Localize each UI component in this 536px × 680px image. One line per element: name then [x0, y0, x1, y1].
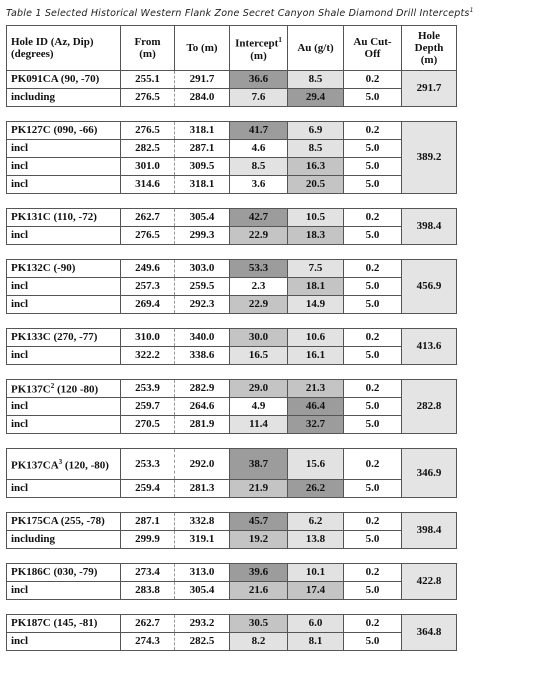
- from-cell: 299.9: [121, 531, 175, 549]
- hole-row: [7, 380, 529, 398]
- hole-id-cell: [7, 140, 121, 158]
- hole-id: PK127C (090, -66): [11, 124, 98, 136]
- to-cell: 340.0: [175, 329, 230, 347]
- to-cell: 313.0: [175, 564, 230, 582]
- header-intercept-label: Intercept: [235, 37, 279, 50]
- hole-id-cell: [7, 71, 121, 89]
- hole-id-cell: [7, 176, 121, 194]
- cutoff-cell: 5.0: [344, 278, 402, 296]
- cutoff-cell: 0.2: [344, 449, 402, 480]
- from-cell: 262.7: [121, 615, 175, 633]
- hole-id-cell: [7, 209, 121, 227]
- intercept-cell: 11.4: [230, 416, 288, 434]
- au-cell: 10.5: [288, 209, 344, 227]
- hole-row: [7, 513, 529, 531]
- caption-footnote-marker: 1: [469, 7, 474, 14]
- intercept-cell: 4.6: [230, 140, 288, 158]
- au-cell: 29.4: [288, 89, 344, 107]
- to-cell: 318.1: [175, 176, 230, 194]
- hole-id: incl: [11, 229, 29, 241]
- to-cell: 282.9: [175, 380, 230, 398]
- hole-depth-cell: 346.9: [402, 449, 457, 498]
- intercept-cell: 45.7: [230, 513, 288, 531]
- header-intercept-footnote: 1: [278, 36, 282, 45]
- intercept-cell: 7.6: [230, 89, 288, 107]
- hole-id: incl: [11, 178, 29, 190]
- intercept-cell: 21.6: [230, 582, 288, 600]
- to-cell: 309.5: [175, 158, 230, 176]
- hole-row: [7, 209, 529, 227]
- cutoff-cell: 5.0: [344, 89, 402, 107]
- group-spacer: [7, 600, 529, 615]
- to-cell: 292.3: [175, 296, 230, 314]
- group-spacer: [7, 549, 529, 564]
- cutoff-cell: 5.0: [344, 347, 402, 365]
- intercept-cell: 8.2: [230, 633, 288, 651]
- from-cell: 287.1: [121, 513, 175, 531]
- hole-id-cell: [7, 260, 121, 278]
- group-spacer: [7, 434, 529, 449]
- intercept-cell: 41.7: [230, 122, 288, 140]
- cutoff-cell: 0.2: [344, 71, 402, 89]
- cutoff-cell: 0.2: [344, 564, 402, 582]
- to-cell: 318.1: [175, 122, 230, 140]
- intercept-cell: 30.5: [230, 615, 288, 633]
- from-cell: 253.9: [121, 380, 175, 398]
- cutoff-cell: 0.2: [344, 209, 402, 227]
- intercept-cell: 21.9: [230, 480, 288, 498]
- intercept-cell: 4.9: [230, 398, 288, 416]
- cutoff-cell: 0.2: [344, 329, 402, 347]
- group-spacer-cell: [7, 434, 457, 449]
- cutoff-cell: 0.2: [344, 615, 402, 633]
- au-cell: 8.1: [288, 633, 344, 651]
- header-intercept: [230, 26, 288, 71]
- hole-id-cell: [7, 480, 121, 498]
- intercept-cell: 39.6: [230, 564, 288, 582]
- cutoff-cell: 5.0: [344, 398, 402, 416]
- to-cell: 291.7: [175, 71, 230, 89]
- hole-id-cell: [7, 416, 121, 434]
- hole-row: [7, 564, 529, 582]
- au-cell: 17.4: [288, 582, 344, 600]
- hole-depth-cell: 456.9: [402, 260, 457, 314]
- hole-depth-cell: 398.4: [402, 209, 457, 245]
- hole-id: PK187C (145, -81): [11, 617, 98, 629]
- hole-id: incl: [11, 482, 29, 494]
- hole-id: PK091CA (90, -70): [11, 73, 100, 85]
- from-cell: 282.5: [121, 140, 175, 158]
- group-spacer-cell: [7, 107, 457, 122]
- group-spacer: [7, 245, 529, 260]
- hole-id-cell: [7, 633, 121, 651]
- au-cell: 14.9: [288, 296, 344, 314]
- au-cell: 6.2: [288, 513, 344, 531]
- from-cell: 283.8: [121, 582, 175, 600]
- au-cell: 46.4: [288, 398, 344, 416]
- hole-orientation: (120 -80): [54, 383, 99, 396]
- to-cell: 281.9: [175, 416, 230, 434]
- hole-depth-cell: 291.7: [402, 71, 457, 107]
- intercept-cell: 38.7: [230, 449, 288, 480]
- hole-id: incl: [11, 160, 29, 172]
- header-hole-depth: Hole Depth (m): [402, 26, 457, 71]
- au-cell: 32.7: [288, 416, 344, 434]
- to-cell: 287.1: [175, 140, 230, 158]
- hole-id-cell: [7, 122, 121, 140]
- group-spacer-cell: [7, 245, 457, 260]
- hole-id: including: [11, 91, 56, 103]
- intercept-cell: 42.7: [230, 209, 288, 227]
- intercept-cell: 8.5: [230, 158, 288, 176]
- cutoff-cell: 5.0: [344, 227, 402, 245]
- from-cell: 259.7: [121, 398, 175, 416]
- hole-row: [7, 260, 529, 278]
- au-cell: 6.9: [288, 122, 344, 140]
- hole-id: PK186C (030, -79): [11, 566, 98, 578]
- hole-id: PK175CA (255, -78): [11, 515, 105, 527]
- group-spacer-cell: [7, 314, 457, 329]
- from-cell: 322.2: [121, 347, 175, 365]
- from-cell: 273.4: [121, 564, 175, 582]
- from-cell: 259.4: [121, 480, 175, 498]
- cutoff-cell: 5.0: [344, 296, 402, 314]
- hole-depth-cell: 413.6: [402, 329, 457, 365]
- hole-id: PK131C (110, -72): [11, 211, 97, 223]
- to-cell: 292.0: [175, 449, 230, 480]
- from-cell: 257.3: [121, 278, 175, 296]
- intercept-cell: 22.9: [230, 296, 288, 314]
- hole-id: incl: [11, 418, 29, 430]
- intercept-cell: 2.3: [230, 278, 288, 296]
- intercept-cell: 29.0: [230, 380, 288, 398]
- header-intercept-unit: (m): [250, 49, 267, 62]
- table-caption: [6, 7, 474, 19]
- group-spacer: [7, 365, 529, 380]
- hole-id: PK133C (270, -77): [11, 331, 98, 343]
- hole-id-cell: [7, 564, 121, 582]
- group-spacer-cell: [7, 365, 457, 380]
- group-spacer: [7, 107, 529, 122]
- hole-id-cell: [7, 227, 121, 245]
- hole-id-cell: [7, 449, 121, 480]
- hole-id-cell: [7, 615, 121, 633]
- au-cell: 16.1: [288, 347, 344, 365]
- cutoff-cell: 5.0: [344, 140, 402, 158]
- hole-id-cell: [7, 531, 121, 549]
- hole-id: incl: [11, 142, 29, 154]
- hole-row: [7, 71, 529, 89]
- group-spacer: [7, 194, 529, 209]
- hole-id-cell: [7, 398, 121, 416]
- to-cell: 259.5: [175, 278, 230, 296]
- cutoff-cell: 5.0: [344, 531, 402, 549]
- cutoff-cell: 5.0: [344, 480, 402, 498]
- to-cell: 282.5: [175, 633, 230, 651]
- cutoff-cell: 5.0: [344, 158, 402, 176]
- cutoff-cell: 5.0: [344, 633, 402, 651]
- intercept-cell: 3.6: [230, 176, 288, 194]
- au-cell: 16.3: [288, 158, 344, 176]
- header-cutoff: Au Cut-Off: [344, 26, 402, 71]
- cutoff-cell: 5.0: [344, 176, 402, 194]
- hole-id: PK132C (-90): [11, 262, 76, 274]
- hole-id: including: [11, 533, 56, 545]
- hole-id: incl: [11, 298, 29, 310]
- hole-id-cell: [7, 278, 121, 296]
- table-body: [7, 71, 529, 651]
- au-cell: 20.5: [288, 176, 344, 194]
- hole-id-cell: [7, 296, 121, 314]
- au-cell: 6.0: [288, 615, 344, 633]
- caption-text: Table 1 Selected Historical Western Flank Zone Secret Canyon Shale Diamond Drill Intercepts: [6, 8, 470, 20]
- to-cell: 264.6: [175, 398, 230, 416]
- hole-row: [7, 122, 529, 140]
- cutoff-cell: 5.0: [344, 416, 402, 434]
- from-cell: 249.6: [121, 260, 175, 278]
- hole-id: PK137C: [11, 383, 51, 396]
- hole-id: PK137CA: [11, 459, 59, 472]
- au-cell: 26.2: [288, 480, 344, 498]
- to-cell: 305.4: [175, 582, 230, 600]
- cutoff-cell: 0.2: [344, 380, 402, 398]
- hole-id: incl: [11, 584, 29, 596]
- from-cell: 269.4: [121, 296, 175, 314]
- cutoff-cell: 0.2: [344, 513, 402, 531]
- group-spacer-cell: [7, 498, 457, 513]
- au-cell: 10.1: [288, 564, 344, 582]
- group-spacer-cell: [7, 549, 457, 564]
- intercept-cell: 53.3: [230, 260, 288, 278]
- group-spacer: [7, 498, 529, 513]
- to-cell: 299.3: [175, 227, 230, 245]
- hole-id-cell: [7, 329, 121, 347]
- hole-row: [7, 615, 529, 633]
- from-cell: 310.0: [121, 329, 175, 347]
- intercept-cell: 22.9: [230, 227, 288, 245]
- intercept-cell: 36.6: [230, 71, 288, 89]
- hole-row: [7, 449, 529, 480]
- to-cell: 281.3: [175, 480, 230, 498]
- header-au: Au (g/t): [288, 26, 344, 71]
- drill-intercepts-table: [6, 25, 529, 651]
- to-cell: 319.1: [175, 531, 230, 549]
- group-spacer-cell: [7, 194, 457, 209]
- from-cell: 276.5: [121, 122, 175, 140]
- from-cell: 262.7: [121, 209, 175, 227]
- au-cell: 8.5: [288, 140, 344, 158]
- group-spacer-cell: [7, 600, 457, 615]
- group-spacer: [7, 314, 529, 329]
- cutoff-cell: 5.0: [344, 582, 402, 600]
- au-cell: 8.5: [288, 71, 344, 89]
- to-cell: 284.0: [175, 89, 230, 107]
- header-row: [7, 26, 529, 71]
- header-from: From (m): [121, 26, 175, 71]
- from-cell: 314.6: [121, 176, 175, 194]
- au-cell: 18.1: [288, 278, 344, 296]
- hole-depth-cell: 389.2: [402, 122, 457, 194]
- hole-id-cell: [7, 89, 121, 107]
- from-cell: 276.5: [121, 89, 175, 107]
- from-cell: 255.1: [121, 71, 175, 89]
- hole-id: incl: [11, 400, 29, 412]
- intercept-cell: 19.2: [230, 531, 288, 549]
- hole-id-cell: [7, 513, 121, 531]
- cutoff-cell: 0.2: [344, 122, 402, 140]
- hole-id-cell: [7, 380, 121, 398]
- to-cell: 303.0: [175, 260, 230, 278]
- header-hole-id: Hole ID (Az, Dip) (degrees): [7, 26, 121, 71]
- intercept-cell: 16.5: [230, 347, 288, 365]
- hole-depth-cell: 364.8: [402, 615, 457, 651]
- to-cell: 305.4: [175, 209, 230, 227]
- hole-id-cell: [7, 582, 121, 600]
- header-to: To (m): [175, 26, 230, 71]
- from-cell: 301.0: [121, 158, 175, 176]
- hole-orientation: (120, -80): [62, 459, 109, 472]
- from-cell: 270.5: [121, 416, 175, 434]
- to-cell: 293.2: [175, 615, 230, 633]
- to-cell: 332.8: [175, 513, 230, 531]
- from-cell: 253.3: [121, 449, 175, 480]
- au-cell: 15.6: [288, 449, 344, 480]
- hole-id: incl: [11, 349, 29, 361]
- hole-id: incl: [11, 635, 29, 647]
- au-cell: 13.8: [288, 531, 344, 549]
- au-cell: 18.3: [288, 227, 344, 245]
- au-cell: 21.3: [288, 380, 344, 398]
- hole-depth-cell: 282.8: [402, 380, 457, 434]
- hole-id-cell: [7, 158, 121, 176]
- hole-depth-cell: 422.8: [402, 564, 457, 600]
- cutoff-cell: 0.2: [344, 260, 402, 278]
- hole-footnote: 3: [58, 458, 63, 467]
- hole-depth-cell: 398.4: [402, 513, 457, 549]
- au-cell: 7.5: [288, 260, 344, 278]
- intercept-cell: 30.0: [230, 329, 288, 347]
- hole-id: incl: [11, 280, 29, 292]
- hole-id-cell: [7, 347, 121, 365]
- hole-row: [7, 329, 529, 347]
- to-cell: 338.6: [175, 347, 230, 365]
- from-cell: 274.3: [121, 633, 175, 651]
- au-cell: 10.6: [288, 329, 344, 347]
- from-cell: 276.5: [121, 227, 175, 245]
- hole-footnote: 2: [50, 382, 55, 391]
